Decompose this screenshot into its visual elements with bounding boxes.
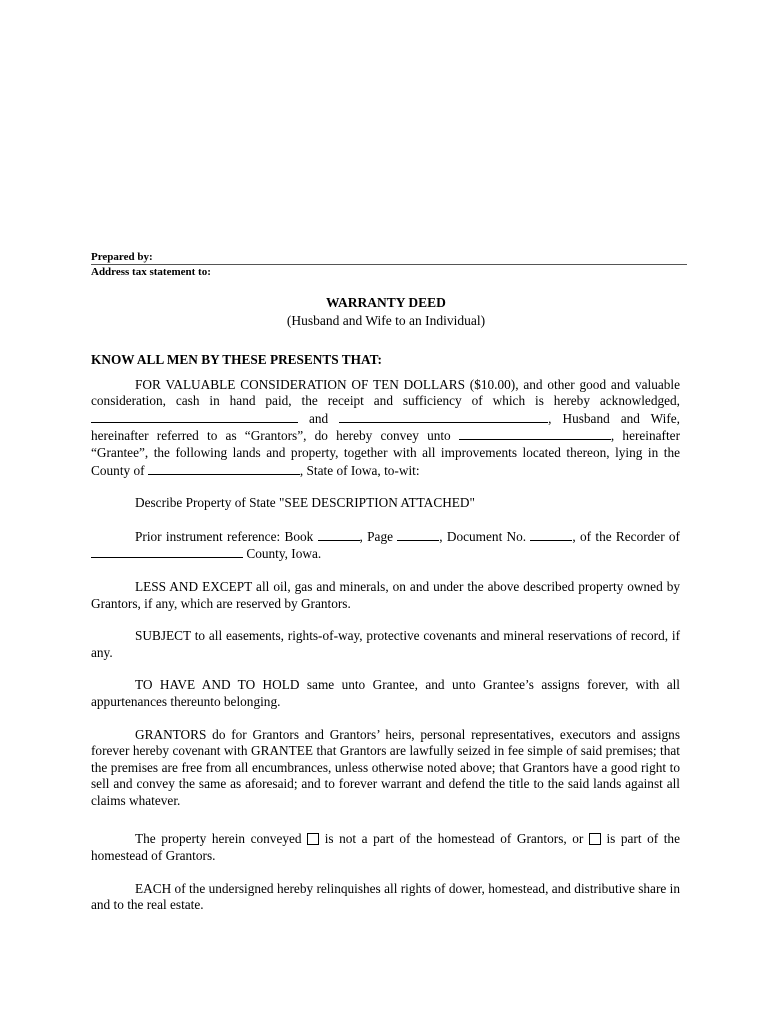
husband-wife-text: , Husband and Wife, hereinafter referred to as “Grantors”, do hereby convey unto xyxy=(91,410,681,444)
document-no-blank[interactable] xyxy=(530,528,572,541)
document-subtitle: (Husband and Wife to an Individual) xyxy=(286,313,486,328)
consideration-text: FOR VALUABLE CONSIDERATION OF TEN DOLLARS ($10.00), and other good and valuable consideration, cash in hand paid, the receipt and sufficiency of which is hereby acknowledged, xyxy=(91,376,680,409)
is-homestead-checkbox[interactable] xyxy=(589,833,601,845)
prior-instrument-paragraph xyxy=(91,528,680,563)
grantee-name-blank[interactable] xyxy=(459,427,611,440)
address-tax-statement-label: Address tax statement to: xyxy=(91,266,211,278)
title-block xyxy=(91,294,681,330)
grantor-1-name-blank[interactable] xyxy=(91,410,298,423)
describe-property-paragraph: Describe Property of State "SEE DESCRIPTION ATTACHED" xyxy=(135,495,475,511)
document-title: WARRANTY DEED xyxy=(326,295,446,310)
grantor-2-name-blank[interactable] xyxy=(339,410,548,423)
prior-text: Prior instrument reference: Book xyxy=(135,528,314,544)
grantors-covenant-paragraph: GRANTORS do for Grantors and Grantors’ heirs, personal representatives, executors and assigns forever hereby covenant with GRANTEE that Grantors are lawfully seized in fee simple of said premises; that the premises are free from all encumbrances, unless otherwise noted above; that Grantors have a good right to sell and convey the same as aforesaid; and to forever warrant and defend the title to the said lands against all claims whatever. xyxy=(91,726,680,808)
document-no-text: , Document No. xyxy=(439,528,527,544)
page-text: , Page xyxy=(359,528,393,544)
know-all-heading: KNOW ALL MEN BY THESE PRESENTS THAT: xyxy=(91,352,382,367)
recorder-text: , of the Recorder of xyxy=(572,528,680,544)
consideration-paragraph xyxy=(91,377,680,480)
subject-paragraph: SUBJECT to all easements, rights-of-way, protective covenants and mineral reservations of record, if any. xyxy=(91,628,680,660)
document-header xyxy=(91,251,687,279)
less-except-paragraph: LESS AND EXCEPT all oil, gas and minerals, on and under the above described property owned by Grantors, if any, which are reserved by Grantors. xyxy=(91,578,680,611)
homestead-text-2: is not a part of the homestead of Grantors, or xyxy=(324,831,584,847)
not-homestead-checkbox[interactable] xyxy=(307,833,319,845)
recorder-county-blank[interactable] xyxy=(91,545,243,558)
grantee-text: , hereinafter “Grantee”, the following lands and property, together with all improvements located thereon, lying in the County of xyxy=(91,428,680,478)
county-iowa-text: County, Iowa. xyxy=(246,546,322,562)
page-blank[interactable] xyxy=(397,528,439,541)
homestead-text-1: The property herein conveyed xyxy=(135,831,302,847)
homestead-text-3: is part of the homestead of Grantors. xyxy=(91,831,680,864)
county-blank[interactable] xyxy=(148,462,300,475)
deed-body xyxy=(91,352,680,914)
to-have-paragraph: TO HAVE AND TO HOLD same unto Grantee, and unto Grantee’s assigns forever, with all appurtenances thereunto belonging. xyxy=(91,677,680,709)
dower-relinquish-paragraph: EACH of the undersigned hereby relinquishes all rights of dower, homestead, and distributive share in and to the real estate. xyxy=(91,880,680,913)
homestead-paragraph xyxy=(91,831,680,864)
state-text: , State of Iowa, to-wit: xyxy=(299,462,420,478)
book-blank[interactable] xyxy=(318,528,360,541)
and-text: and xyxy=(308,410,329,426)
prepared-by-label: Prepared by: xyxy=(91,251,687,265)
